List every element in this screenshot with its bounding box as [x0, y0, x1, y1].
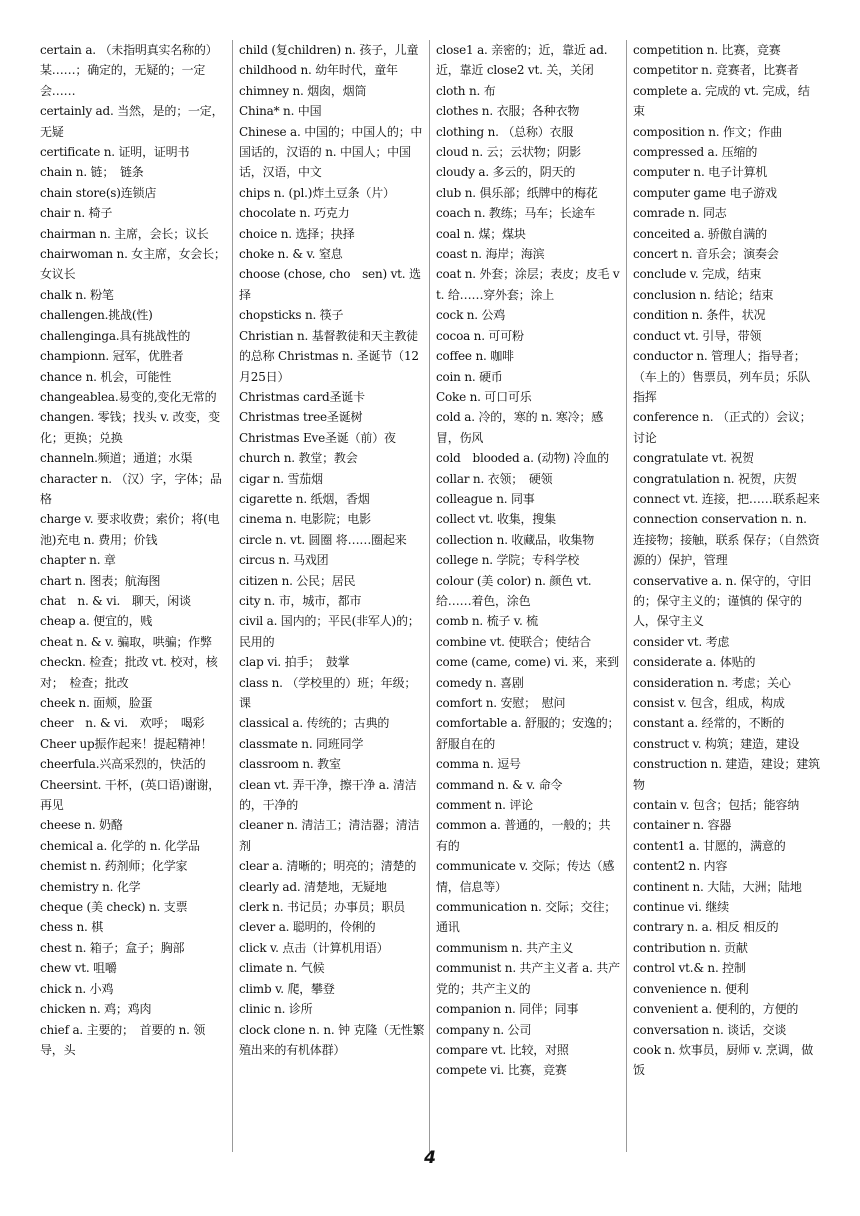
vocab-entry: conclusion n. 结论；结束 — [633, 287, 774, 302]
vocab-entry: clothes n. 衣服；各种衣物 — [436, 104, 580, 119]
vocab-entry: China* n. 中国 — [239, 104, 322, 119]
vocab-entry: comfortable a. 舒服的；安逸的；舒服自在的 — [436, 716, 620, 751]
vocab-entry: connection conservation n. n. 连接物；接触，联系 保存；（自然资源的）保护，管理 — [633, 512, 820, 568]
vocab-entry: certainly ad. 当然，是的；一定，无疑 — [40, 104, 224, 139]
vocab-entry: clearly ad. 清楚地，无疑地 — [239, 879, 387, 894]
column-4 — [627, 40, 824, 1152]
vocab-entry: continue vi. 继续 — [633, 900, 729, 915]
vocab-entry: conversation n. 谈话，交谈 — [633, 1022, 787, 1037]
vocab-entry: coal n. 煤；煤块 — [436, 226, 526, 241]
vocab-entry: coast n. 海岸；海滨 — [436, 247, 545, 262]
vocab-entry: challenginga.具有挑战性的 — [40, 328, 191, 343]
vocab-entry: college n. 学院；专科学校 — [436, 553, 580, 568]
vocab-entry: clap vi. 拍手； 鼓掌 — [239, 655, 350, 670]
vocab-entry: convenient a. 便利的，方便的 — [633, 1002, 799, 1017]
vocab-entry: certain a. （未指明真实名称的）某……；确定的，无疑的；一定会…… — [40, 43, 218, 98]
vocab-entry: changen. 零钱；找头 v. 改变，变化；更换；兑换 — [40, 410, 220, 445]
vocab-entry: close1 a. 亲密的；近，靠近 ad. 近，靠近 close2 vt. 关，关闭 — [436, 43, 608, 78]
vocab-entry: clothing n. （总称）衣服 — [436, 124, 574, 139]
vocab-entry: climb v. 爬，攀登 — [239, 981, 335, 996]
vocab-entry: chance n. 机会，可能性 — [40, 369, 172, 384]
vocab-entry: collect vt. 收集，搜集 — [436, 512, 556, 527]
vocab-entry: collection n. 收藏品，收集物 — [436, 532, 595, 547]
vocab-entry: chalk n. 粉笔 — [40, 287, 114, 302]
vocab-entry: consideration n. 考虑；关心 — [633, 675, 791, 690]
vocab-entry: cloth n. 布 — [436, 83, 496, 98]
vocab-entry: congratulate vt. 祝贺 — [633, 451, 754, 466]
vocab-entry: conclude v. 完成，结束 — [633, 267, 762, 282]
vocab-entry: competition n. 比赛，竞赛 — [633, 43, 781, 57]
vocab-entry: circus n. 马戏团 — [239, 553, 329, 568]
column-2 — [233, 40, 430, 1152]
vocab-entry: cloudy a. 多云的，阴天的 — [436, 165, 576, 180]
vocab-entry: chain store(s)连锁店 — [40, 185, 157, 200]
vocab-entry: chocolate n. 巧克力 — [239, 206, 350, 221]
vocab-entry: chips n. (pl.)炸土豆条（片） — [239, 185, 395, 200]
vocab-entry: computer n. 电子计算机 — [633, 165, 768, 180]
vocab-entry: character n. （汉）字，字体；品格 — [40, 471, 222, 506]
vocab-entry: comfort n. 安慰； 慰问 — [436, 696, 566, 710]
vocab-entry: Coke n. 可口可乐 — [436, 389, 532, 404]
vocab-entry: content2 n. 内容 — [633, 859, 728, 874]
vocab-entry: cloud n. 云；云状物；阴影 — [436, 145, 581, 160]
vocab-entry: contain v. 包含；包括；能容纳 — [633, 798, 800, 813]
vocab-entry: click v. 点击（计算机用语） — [239, 940, 389, 955]
vocab-entry: competitor n. 竞赛者，比赛者 — [633, 63, 799, 78]
vocab-entry: church n. 教堂；教会 — [239, 451, 358, 466]
vocab-entry: clear a. 清晰的；明亮的；清楚的 — [239, 859, 417, 874]
vocab-entry: collar n. 衣领； 硬领 — [436, 471, 553, 486]
vocab-entry: cheat n. & v. 骗取，哄骗；作弊 — [40, 634, 212, 649]
vocab-entry: colleague n. 同事 — [436, 491, 535, 506]
vocab-entry: choke n. & v. 窒息 — [239, 247, 343, 262]
vocab-entry: child (复children) n. 孩子，儿童 — [239, 43, 419, 57]
vocab-entry: citizen n. 公民；居民 — [239, 573, 356, 588]
vocab-entry: clean vt. 弄干净，擦干净 a. 清洁的，干净的 — [239, 777, 417, 813]
vocab-entry: connect vt. 连接，把……联系起来 — [633, 491, 820, 506]
vocab-entry: clever a. 聪明的，伶俐的 — [239, 920, 376, 935]
vocab-entry: changeablea.易变的,变化无常的 — [40, 389, 217, 404]
vocab-entry: climate n. 气候 — [239, 961, 325, 976]
vocab-entry: cocoa n. 可可粉 — [436, 328, 524, 343]
vocab-entry: content1 a. 甘愿的，满意的 — [633, 838, 786, 853]
vocab-entry: construction n. 建造，建设；建筑物 — [633, 757, 820, 792]
vocab-entry: cinema n. 电影院；电影 — [239, 512, 371, 527]
vocab-entry: Christian n. 基督教徒和天主教徒的总称 Christmas n. 圣诞节（12月25日） — [239, 328, 419, 384]
vocab-entry: chart n. 图表；航海图 — [40, 573, 161, 588]
vocab-entry: control vt.& n. 控制 — [633, 961, 746, 976]
vocab-entry: challengen.挑战(性) — [40, 308, 153, 323]
page-number: 4 — [424, 1148, 436, 1168]
vocab-entry: congratulation n. 祝贺，庆贺 — [633, 471, 797, 486]
vocab-entry: conduct vt. 引导，带领 — [633, 328, 762, 343]
vocab-entry: Christmas tree圣诞树 — [239, 410, 363, 425]
vocab-entry: chapter n. 章 — [40, 553, 116, 568]
vocab-entry: clerk n. 书记员；办事员；职员 — [239, 900, 406, 915]
vocab-entry: chest n. 箱子；盒子；胸部 — [40, 940, 185, 955]
vocab-entry: club n. 俱乐部；纸牌中的梅花 — [436, 185, 598, 200]
column-1 — [36, 40, 233, 1152]
vocab-entry: childhood n. 幼年时代，童年 — [239, 63, 398, 78]
vocab-entry: contrary n. a. 相反 相反的 — [633, 920, 779, 935]
vocab-entry: Christmas card圣诞卡 — [239, 389, 365, 404]
vocab-entry: chairwoman n. 女主席，女会长；女议长 — [40, 247, 226, 282]
vocab-entry: comedy n. 喜剧 — [436, 675, 524, 690]
vocab-entry: chicken n. 鸡；鸡肉 — [40, 1002, 152, 1017]
vocab-entry: cook n. 炊事员，厨师 v. 烹调，做饭 — [633, 1042, 814, 1078]
vocab-entry: communist n. 共产主义者 a. 共产党的；共产主义的 — [436, 961, 620, 996]
vocab-entry: compare vt. 比较，对照 — [436, 1042, 569, 1057]
vocab-entry: cheque (美 check) n. 支票 — [40, 900, 188, 915]
vocab-entry: chain n. 链； 链条 — [40, 165, 144, 180]
vocab-entry: container n. 容器 — [633, 818, 732, 833]
vocab-entry: comment n. 评论 — [436, 798, 533, 813]
vocab-entry: championn. 冠军，优胜者 — [40, 349, 184, 364]
vocab-entry: choice n. 选择；抉择 — [239, 226, 355, 241]
vocab-entry: convenience n. 便利 — [633, 981, 749, 996]
vocab-entry: chemistry n. 化学 — [40, 879, 141, 894]
vocab-entry: composition n. 作文；作曲 — [633, 124, 783, 139]
vocab-entry: Cheersint. 干杯，(英口语)谢谢，再见 — [40, 777, 220, 813]
vocab-entry: compete vi. 比赛，竞赛 — [436, 1063, 567, 1078]
vocab-entry: conceited a. 骄傲自满的 — [633, 226, 767, 241]
vocab-entry: chat n. & vi. 聊天，闲谈 — [40, 593, 191, 608]
vocab-entry: city n. 市，城市，都市 — [239, 593, 362, 608]
vocab-entry: chemical a. 化学的 n. 化学品 — [40, 838, 200, 853]
vocab-entry: cheap a. 便宜的，贱 — [40, 614, 153, 629]
vocab-entry: concert n. 音乐会；演奏会 — [633, 247, 779, 262]
vocab-entry: civil a. 国内的；平民(非军人)的；民用的 — [239, 614, 420, 649]
vocab-entry: Chinese a. 中国的；中国人的；中国话的，汉语的 n. 中国人；中国话，汉语，中文 — [239, 124, 423, 180]
vocab-entry: cold blooded a. (动物) 冷血的 — [436, 451, 609, 466]
vocab-entry: classmate n. 同班同学 — [239, 736, 364, 751]
vocab-entry: chief a. 主要的； 首要的 n. 领导，头 — [40, 1022, 206, 1057]
vocab-entry: chair n. 椅子 — [40, 206, 113, 221]
vocab-entry: classical a. 传统的；古典的 — [239, 716, 390, 731]
vocab-entry: complete a. 完成的 vt. 完成，结束 — [633, 83, 810, 119]
vocab-entry: chimney n. 烟囱，烟筒 — [239, 83, 367, 98]
vocab-entry: charge v. 要求收费；索价；将(电池)充电 n. 费用；价钱 — [40, 512, 220, 547]
vocab-entry: companion n. 同伴；同事 — [436, 1002, 579, 1017]
vocab-entry: channeln.频道；通道；水渠 — [40, 451, 193, 466]
vocab-entry: constant a. 经常的，不断的 — [633, 716, 785, 731]
vocab-entry: chew vt. 咀嚼 — [40, 961, 117, 976]
vocab-entry: considerate a. 体贴的 — [633, 655, 756, 670]
vocab-entry: coach n. 教练；马车；长途车 — [436, 206, 596, 221]
vocab-entry: compressed a. 压缩的 — [633, 145, 758, 160]
vocab-entry: computer game 电子游戏 — [633, 185, 777, 200]
vocab-entry: Christmas Eve圣诞（前）夜 — [239, 430, 396, 445]
vocab-entry: coffee n. 咖啡 — [436, 349, 514, 364]
vocab-entry: communism n. 共产主义 — [436, 940, 574, 955]
vocab-entry: condition n. 条件，状况 — [633, 308, 766, 323]
vocab-entry: clinic n. 诊所 — [239, 1002, 313, 1017]
vocab-entry: communication n. 交际；交往；通讯 — [436, 900, 617, 935]
vocab-entry: consist v. 包含，组成，构成 — [633, 696, 785, 710]
vocabulary-page — [36, 40, 826, 1152]
vocab-entry: comma n. 逗号 — [436, 757, 521, 772]
vocab-entry: contribution n. 贡献 — [633, 940, 748, 955]
vocab-entry: chess n. 棋 — [40, 920, 104, 935]
vocab-entry: cheese n. 奶酪 — [40, 818, 123, 833]
vocab-entry: communicate v. 交际；传达（感情，信息等） — [436, 859, 615, 894]
vocab-entry: construct v. 构筑；建造，建设 — [633, 736, 800, 751]
vocab-entry: cold a. 冷的，寒的 n. 寒冷；感冒，伤风 — [436, 410, 604, 445]
vocab-entry: cheek n. 面颊，脸蛋 — [40, 696, 153, 710]
vocab-entry: come (came, come) vi. 来，来到 — [436, 655, 619, 670]
vocab-entry: cheer n. & vi. 欢呼； 喝彩 — [40, 716, 205, 731]
vocab-entry: comrade n. 同志 — [633, 206, 727, 221]
vocab-entry: chick n. 小鸡 — [40, 981, 114, 996]
vocab-entry: Cheer up振作起来！提起精神！ — [40, 736, 213, 751]
vocab-entry: consider vt. 考虑 — [633, 634, 730, 649]
vocab-entry: cock n. 公鸡 — [436, 308, 506, 323]
vocab-entry: combine vt. 使联合；使结合 — [436, 634, 591, 649]
vocab-entry: conservative a. n. 保守的，守旧的；保守主义的；谨慎的 保守的人，保守主义 — [633, 573, 812, 629]
vocab-entry: coin n. 硬币 — [436, 369, 503, 384]
vocab-entry: company n. 公司 — [436, 1022, 532, 1037]
vocab-entry: certificate n. 证明，证明书 — [40, 145, 190, 160]
vocab-entry: cigar n. 雪茄烟 — [239, 471, 323, 486]
vocab-entry: comb n. 梳子 v. 梳 — [436, 614, 538, 629]
vocab-entry: continent n. 大陆，大洲；陆地 — [633, 879, 802, 894]
vocab-entry: common a. 普通的，一般的；共有的 — [436, 818, 611, 853]
vocab-entry: circle n. vt. 圆圈 将……圈起来 — [239, 532, 407, 547]
vocab-entry: coat n. 外套；涂层；表皮；皮毛 vt. 给……穿外套；涂上 — [436, 267, 620, 302]
vocab-entry: command n. & v. 命令 — [436, 777, 563, 792]
vocab-entry: cigarette n. 纸烟，香烟 — [239, 491, 370, 506]
vocab-entry: colour (美 color) n. 颜色 vt. 给……着色，涂色 — [436, 573, 592, 608]
vocab-entry: class n. （学校里的）班；年级；课 — [239, 675, 417, 710]
vocab-entry: clock clone n. n. 钟 克隆（无性繁殖出来的有机体群） — [239, 1022, 425, 1057]
vocab-entry: conductor n. 管理人；指导者；（车上的）售票员，列车员；乐队指挥 — [633, 349, 811, 404]
vocab-entry: checkn. 检查；批改 vt. 校对，核对； 检查；批改 — [40, 655, 218, 690]
vocab-entry: chopsticks n. 筷子 — [239, 308, 344, 323]
column-3 — [430, 40, 627, 1152]
vocab-entry: conference n. （正式的）会议；讨论 — [633, 410, 812, 445]
vocab-entry: chairman n. 主席，会长；议长 — [40, 226, 209, 241]
vocab-entry: choose (chose, cho sen) vt. 选择 — [239, 267, 421, 302]
vocab-entry: cleaner n. 清洁工；清洁器；清洁剂 — [239, 818, 420, 853]
vocab-entry: classroom n. 教室 — [239, 757, 341, 772]
vocab-entry: chemist n. 药剂师；化学家 — [40, 859, 188, 874]
vocab-entry: cheerfula.兴高采烈的，快活的 — [40, 757, 206, 772]
